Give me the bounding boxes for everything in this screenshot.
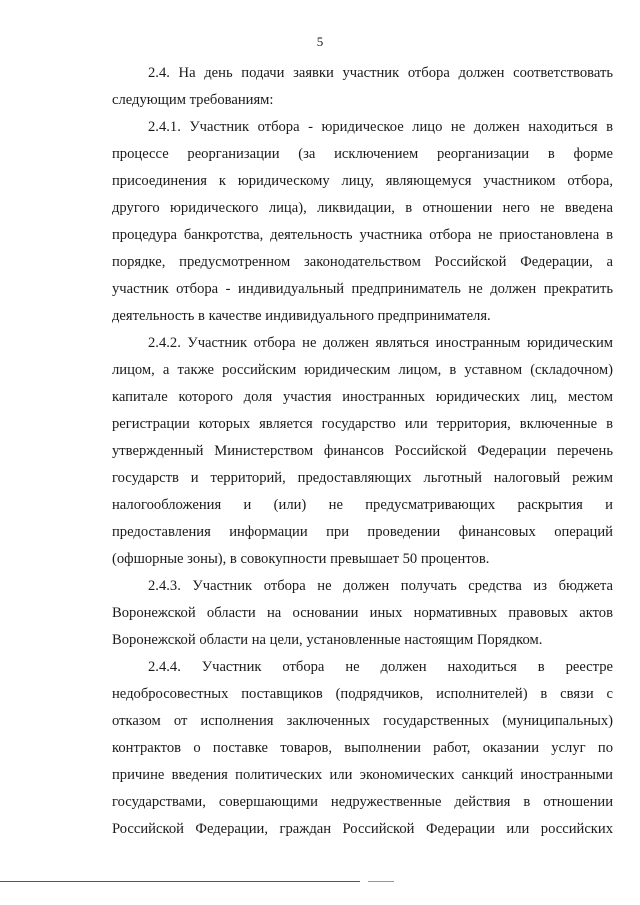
- text-line: 2.4.3. Участник отбора не должен получать средства из бюджета: [148, 578, 613, 594]
- footer-divider-fragment: [368, 881, 394, 882]
- text-line: недобросовестных поставщиков (подрядчиков, исполнителей) в связи с: [112, 686, 613, 702]
- text-line: деятельность в качестве индивидуального предпринимателя.: [112, 308, 491, 324]
- text-line: Российской Федерации, граждан Российской Федерации или российских: [112, 821, 613, 837]
- footer-divider: [0, 881, 360, 882]
- text-line: регистрации которых является государство или территория, включенные в: [112, 416, 613, 432]
- text-line: процессе реорганизации (за исключением реорганизации в форме: [112, 146, 613, 162]
- text-line: Воронежской области на цели, установленные настоящим Порядком.: [112, 632, 543, 648]
- text-line: (офшорные зоны), в совокупности превышает 50 процентов.: [112, 551, 490, 567]
- text-line: 2.4.1. Участник отбора - юридическое лицо не должен находиться в: [148, 119, 613, 135]
- text-line: другого юридического лица), ликвидации, в отношении него не введена: [112, 200, 613, 216]
- text-line: 2.4. На день подачи заявки участник отбора должен соответствовать: [148, 65, 613, 81]
- text-line: капитале которого доля участия иностранных юридических лиц, местом: [112, 389, 613, 405]
- text-line: контрактов о поставке товаров, выполнении работ, оказании услуг по: [112, 740, 613, 756]
- text-line: лицом, а также российским юридическим лицом, в уставном (складочном): [112, 362, 613, 378]
- text-line: государствами, совершающими недружественные действия в отношении: [112, 794, 613, 810]
- text-line: порядке, предусмотренном законодательством Российской Федерации, а: [112, 254, 613, 270]
- text-line: причине введения политических или экономических санкций иностранными: [112, 767, 613, 783]
- text-line: присоединения к юридическому лицу, являющемуся участником отбора,: [112, 173, 613, 189]
- text-line: 2.4.2. Участник отбора не должен являться иностранным юридическим: [148, 335, 613, 351]
- page-number: 5: [316, 34, 324, 49]
- text-line: процедура банкротства, деятельность участника отбора не приостановлена в: [112, 227, 613, 243]
- text-line: участник отбора - индивидуальный предприниматель не должен прекратить: [112, 281, 613, 297]
- text-line: налогообложения и (или) не предусматривающих раскрытия и: [112, 497, 613, 513]
- text-line: предоставления информации при проведении финансовых операций: [112, 524, 613, 540]
- text-line: Воронежской области на основании иных нормативных правовых актов: [112, 605, 613, 621]
- text-line: государств и территорий, предоставляющих льготный налоговый режим: [112, 470, 613, 486]
- text-line: 2.4.4. Участник отбора не должен находиться в реестре: [148, 659, 613, 675]
- text-line: следующим требованиям:: [112, 92, 274, 108]
- text-line: отказом от исполнения заключенных государственных (муниципальных): [112, 713, 613, 729]
- text-line: утвержденный Министерством финансов Российской Федерации перечень: [112, 443, 613, 459]
